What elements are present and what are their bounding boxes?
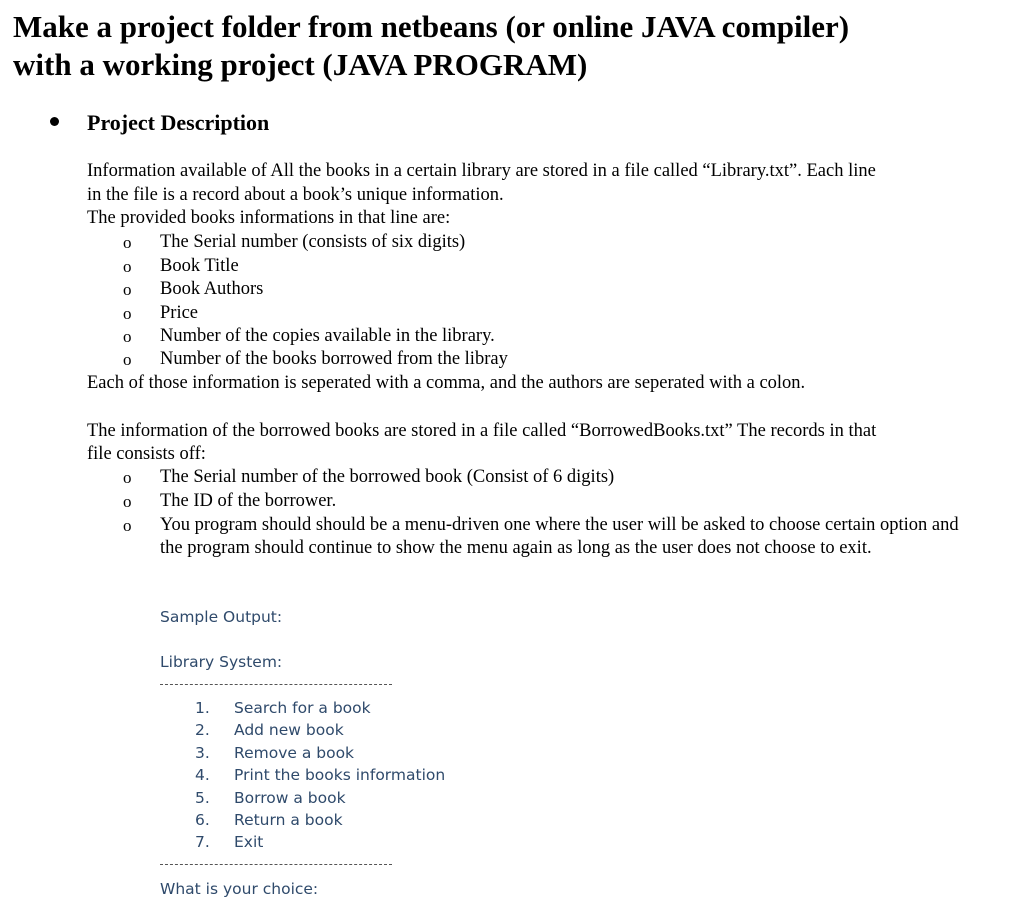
menu-option-number: 4.	[195, 766, 210, 784]
library-paragraph-line-2: in the file is a record about a book’s unique information.	[87, 185, 504, 205]
library-field-label: Number of the copies available in the library.	[160, 326, 495, 346]
library-field-label: The Serial number (consists of six digits)	[160, 232, 466, 252]
menu-option-label: Search for a book	[234, 699, 371, 717]
page-title	[13, 8, 1013, 84]
circle-bullet-icon: o	[123, 304, 132, 323]
circle-bullet-icon: o	[123, 233, 132, 252]
library-paragraph-line-3: The provided books informations in that line are:	[87, 208, 451, 228]
circle-bullet-icon: o	[123, 516, 132, 535]
circle-bullet-icon: o	[123, 350, 132, 369]
library-system-title: Library System:	[160, 653, 283, 671]
library-field-label: Number of the books borrowed from the libray	[160, 349, 508, 369]
circle-bullet-icon: o	[123, 257, 132, 276]
circle-bullet-icon: o	[123, 280, 132, 299]
sample-output-label: Sample Output:	[160, 608, 283, 626]
circle-bullet-icon: o	[123, 468, 132, 487]
library-paragraph-line-1: Information available of All the books in a certain library are stored in a file called “Library.txt”. Each line	[87, 161, 876, 181]
menu-option-number: 2.	[195, 721, 210, 739]
menu-option-number: 6.	[195, 811, 210, 829]
divider-bottom	[160, 864, 392, 865]
menu-option-number: 7.	[195, 833, 210, 851]
library-field-label: Book Title	[160, 256, 239, 276]
menu-option-label: Exit	[234, 833, 264, 851]
divider-top	[160, 684, 392, 685]
bullet-dot-icon	[50, 117, 59, 126]
title-line-2: with a working project (JAVA PROGRAM)	[13, 47, 588, 82]
menu-option-label: Print the books information	[234, 766, 446, 784]
circle-bullet-icon: o	[123, 492, 132, 511]
library-field-label: Book Authors	[160, 279, 264, 299]
circle-bullet-icon: o	[123, 327, 132, 346]
menu-option-number: 5.	[195, 789, 210, 807]
borrowed-field-label: The Serial number of the borrowed book (Consist of 6 digits)	[160, 467, 615, 487]
borrowed-paragraph-line-2: file consists off:	[87, 444, 206, 464]
choice-prompt: What is your choice:	[160, 880, 319, 898]
menu-option-label: Return a book	[234, 811, 343, 829]
borrowed-field-label: The ID of the borrower.	[160, 491, 337, 511]
menu-requirement-text: You program should should be a menu-driven one where the user will be asked to choose certain option and the program should continue to show the menu again as long as the user does not choose to exit.	[160, 515, 959, 558]
menu-option-label: Add new book	[234, 721, 344, 739]
title-line-1: Make a project folder from netbeans (or online JAVA compiler)	[13, 9, 850, 44]
menu-option-number: 1.	[195, 699, 210, 717]
menu-option-label: Borrow a book	[234, 789, 346, 807]
library-field-label: Price	[160, 303, 199, 323]
menu-option-number: 3.	[195, 744, 210, 762]
separator-note: Each of those information is seperated with a comma, and the authors are seperated with a colon.	[87, 373, 806, 393]
menu-option-label: Remove a book	[234, 744, 355, 762]
borrowed-paragraph-line-1: The information of the borrowed books are stored in a file called “BorrowedBooks.txt” The records in that	[87, 421, 877, 441]
section-heading: Project Description	[87, 110, 270, 135]
